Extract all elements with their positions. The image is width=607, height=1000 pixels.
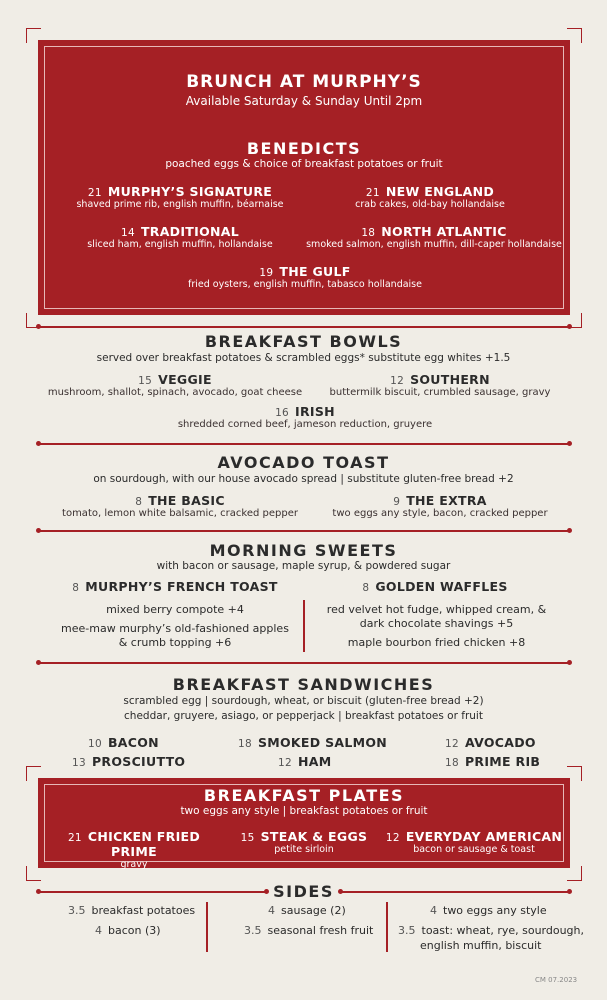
section-sub-plates: two eggs any style | breakfast potatoes or fruit [180,805,428,817]
corner-ornament [26,28,41,43]
divider-dot [567,660,572,665]
menu-item: 12 HAM [278,754,332,769]
divider-dot [567,441,572,446]
menu-item: 10 BACON [88,735,159,750]
section-sub-toast: on sourdough, with our house avocado spread | substitute gluten-free bread +2 [93,473,514,485]
divider-dot [36,441,41,446]
section-title-sweets: MORNING SWEETS [209,541,398,560]
corner-ornament [567,766,582,781]
menu-item: 12 EVERYDAY AMERICAN bacon or sausage & toast [385,829,563,855]
section-title-bowls: BREAKFAST BOWLS [204,332,403,351]
side-item: english muffin, biscuit [420,939,542,952]
menu-item: 16 IRISH shredded corned beef, jameson reduction, gruyere [177,404,433,430]
column-divider [386,902,388,952]
section-sub-sandwiches: cheddar, gruyere, asiago, or pepperjack | breakfast potatoes or fruit [124,710,483,722]
menu-item: 21 CHICKEN FRIED PRIME gravy [67,829,201,870]
section-title-toast: AVOCADO TOAST [217,453,390,472]
section-divider [38,662,570,664]
option-text: mee-maw murphy’s old-fashioned apples [61,622,289,635]
page-title: BRUNCH AT MURPHY’S [186,72,422,92]
menu-item: 12 SOUTHERN buttermilk biscuit, crumbled sausage, gravy [329,372,551,398]
section-sub-benedicts: poached eggs & choice of breakfast potatoes or fruit [165,158,443,170]
section-divider [38,530,570,532]
page-subtitle: Available Saturday & Sunday Until 2pm [185,94,423,108]
side-item: 3.5 seasonal fresh fruit [244,924,374,937]
section-divider [38,326,570,328]
section-title-sandwiches: BREAKFAST SANDWICHES [172,675,435,694]
section-sub-bowls: served over breakfast potatoes & scrambled eggs* substitute egg whites +1.5 [96,352,511,364]
side-item: 4 two eggs any style [430,904,547,917]
side-item: 3.5 breakfast potatoes [68,904,196,917]
menu-item: 8 MURPHY’S FRENCH TOAST [72,579,278,594]
corner-ornament [26,866,41,881]
menu-item: 21 MURPHY’S SIGNATURE shaved prime rib, english muffin, béarnaise [76,184,284,210]
menu-item: 21 NEW ENGLAND crab cakes, old-bay hollandaise [355,184,505,210]
menu-item: 18 SMOKED SALMON [238,735,388,750]
column-divider [206,902,208,952]
section-divider [38,443,570,445]
menu-item: 18 PRIME RIB [445,754,541,769]
divider-dot [36,528,41,533]
menu-item: 8 THE BASIC tomato, lemon white balsamic, cracked pepper [62,493,298,519]
section-sub-sandwiches: scrambled egg | sourdough, wheat, or biscuit (gluten-free bread +2) [123,695,484,707]
divider-dot [36,324,41,329]
menu-item: 18 NORTH ATLANTIC smoked salmon, english muffin, dill-caper hollandaise [306,224,562,250]
side-item: 4 bacon (3) [95,924,161,937]
menu-item: 19 THE GULF fried oysters, english muffin, tabasco hollandaise [188,264,422,290]
section-title-plates: BREAKFAST PLATES [203,786,405,805]
menu-item: 14 TRADITIONAL sliced ham, english muffin, hollandaise [87,224,273,250]
option-text: maple bourbon fried chicken +8 [347,636,526,649]
divider-dot [36,660,41,665]
option-text: dark chocolate shavings +5 [359,617,514,630]
corner-ornament [26,766,41,781]
divider-dot [567,528,572,533]
menu-item: 15 STEAK & EGGS petite sirloin [240,829,368,855]
footer-code: CM 07.2023 [535,976,578,984]
menu-item: 13 PROSCIUTTO [72,754,186,769]
menu-item: 8 GOLDEN WAFFLES [362,579,508,594]
side-item: 4 sausage (2) [268,904,346,917]
menu-item: 15 VEGGIE mushroom, shallot, spinach, avocado, goat cheese [47,372,303,398]
corner-ornament [567,28,582,43]
section-sub-sweets: with bacon or sausage, maple syrup, & powdered sugar [156,560,451,572]
option-text: red velvet hot fudge, whipped cream, & [326,603,547,616]
menu-item: 12 AVOCADO [445,735,536,750]
section-title-benedicts: BENEDICTS [246,139,362,158]
divider-dot [567,324,572,329]
corner-ornament [567,866,582,881]
side-item: 3.5 toast: wheat, rye, sourdough, [398,924,585,937]
section-title-sides: SIDES [273,882,334,901]
menu-item: 9 THE EXTRA two eggs any style, bacon, cracked pepper [332,493,548,519]
option-text: mixed berry compote +4 [106,603,244,616]
option-text: & crumb topping +6 [118,636,232,649]
